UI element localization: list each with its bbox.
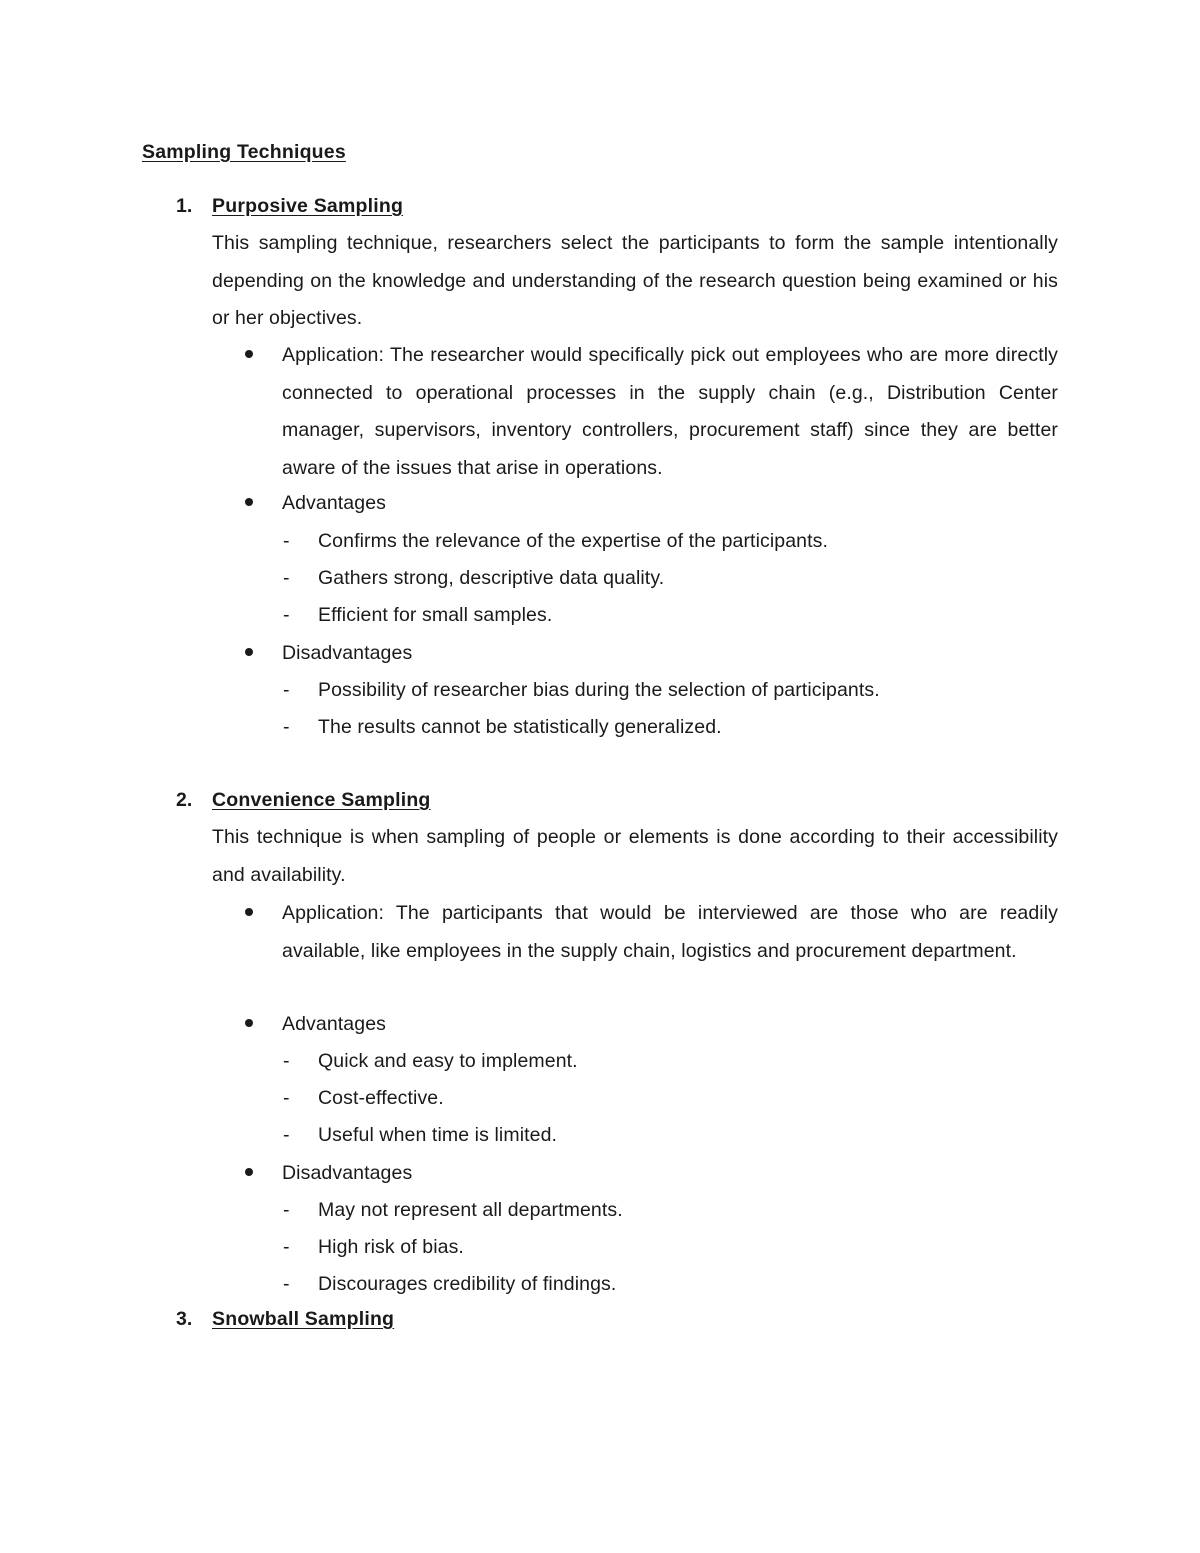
disadvantage-text: Discourages credibility of findings. [318,1273,617,1295]
advantage-text: Cost-effective. [318,1087,444,1109]
advantage-item [0,1080,1200,1117]
disadvantages-label: Disadvantages [282,642,413,664]
section-number: 3. [176,1308,193,1330]
section-number: 2. [176,789,193,811]
advantages-label: Advantages [282,492,386,514]
dash-icon: - [283,716,290,738]
section-description: This technique is when sampling of people or elements is done according to their accessibility and availability. [212,826,1058,886]
dash-icon: - [283,567,290,589]
section-title: Snowball Sampling [212,1308,395,1330]
bullet-icon [245,498,253,506]
disadvantage-text: High risk of bias. [318,1236,464,1258]
bullet-icon [245,1019,253,1027]
dash-icon: - [283,1050,290,1072]
dash-icon: - [283,1199,290,1221]
dash-icon: - [283,1273,290,1295]
advantage-item [0,560,1200,597]
advantage-item [0,1117,1200,1154]
section-title: Convenience Sampling [212,789,431,811]
application-text: Application: The participants that would be interviewed are those who are readily available, like employees in the supply chain, logistics and procurement department. [282,902,1058,962]
bullet-icon [245,908,253,916]
disadvantage-text: Possibility of researcher bias during the selection of participants. [318,679,880,701]
disadvantage-text: May not represent all departments. [318,1199,623,1221]
disadvantages-label: Disadvantages [282,1162,413,1184]
dash-icon: - [283,1124,290,1146]
bullet-icon [245,1168,253,1176]
advantage-text: Confirms the relevance of the expertise of the participants. [318,530,829,552]
disadvantage-text: The results cannot be statistically generalized. [318,716,722,738]
dash-icon: - [283,1087,290,1109]
advantages-label: Advantages [282,1013,386,1035]
dash-icon: - [283,679,290,701]
dash-icon: - [283,604,290,626]
section-title: Purposive Sampling [212,195,404,217]
section-description: This sampling technique, researchers select the participants to form the sample intentionally depending on the knowledge and understanding of the research question being examined or his or her objectives. [212,232,1058,329]
document-title: Sampling Techniques [142,141,346,163]
disadvantage-item [0,1192,1200,1229]
dash-icon: - [283,530,290,552]
disadvantage-item [0,672,1200,709]
advantage-text: Gathers strong, descriptive data quality. [318,567,665,589]
advantage-text: Quick and easy to implement. [318,1050,578,1072]
bullet-icon [245,350,253,358]
advantage-text: Efficient for small samples. [318,604,553,626]
application-text: Application: The researcher would specifically pick out employees who are more directly connected to operational processes in the supply chain (e.g., Distribution Center manager, supervisors, inventory controllers, procurement staff) since they are better aware of the issues that arise in operations. [282,344,1058,479]
advantage-text: Useful when time is limited. [318,1124,558,1146]
advantage-item [0,597,1200,634]
bullet-icon [245,648,253,656]
disadvantage-item [0,709,1200,746]
disadvantage-item [0,1266,1200,1303]
disadvantage-item [0,1229,1200,1266]
section-number: 1. [176,195,193,217]
dash-icon: - [283,1236,290,1258]
advantage-item [0,523,1200,560]
advantage-item [0,1043,1200,1080]
